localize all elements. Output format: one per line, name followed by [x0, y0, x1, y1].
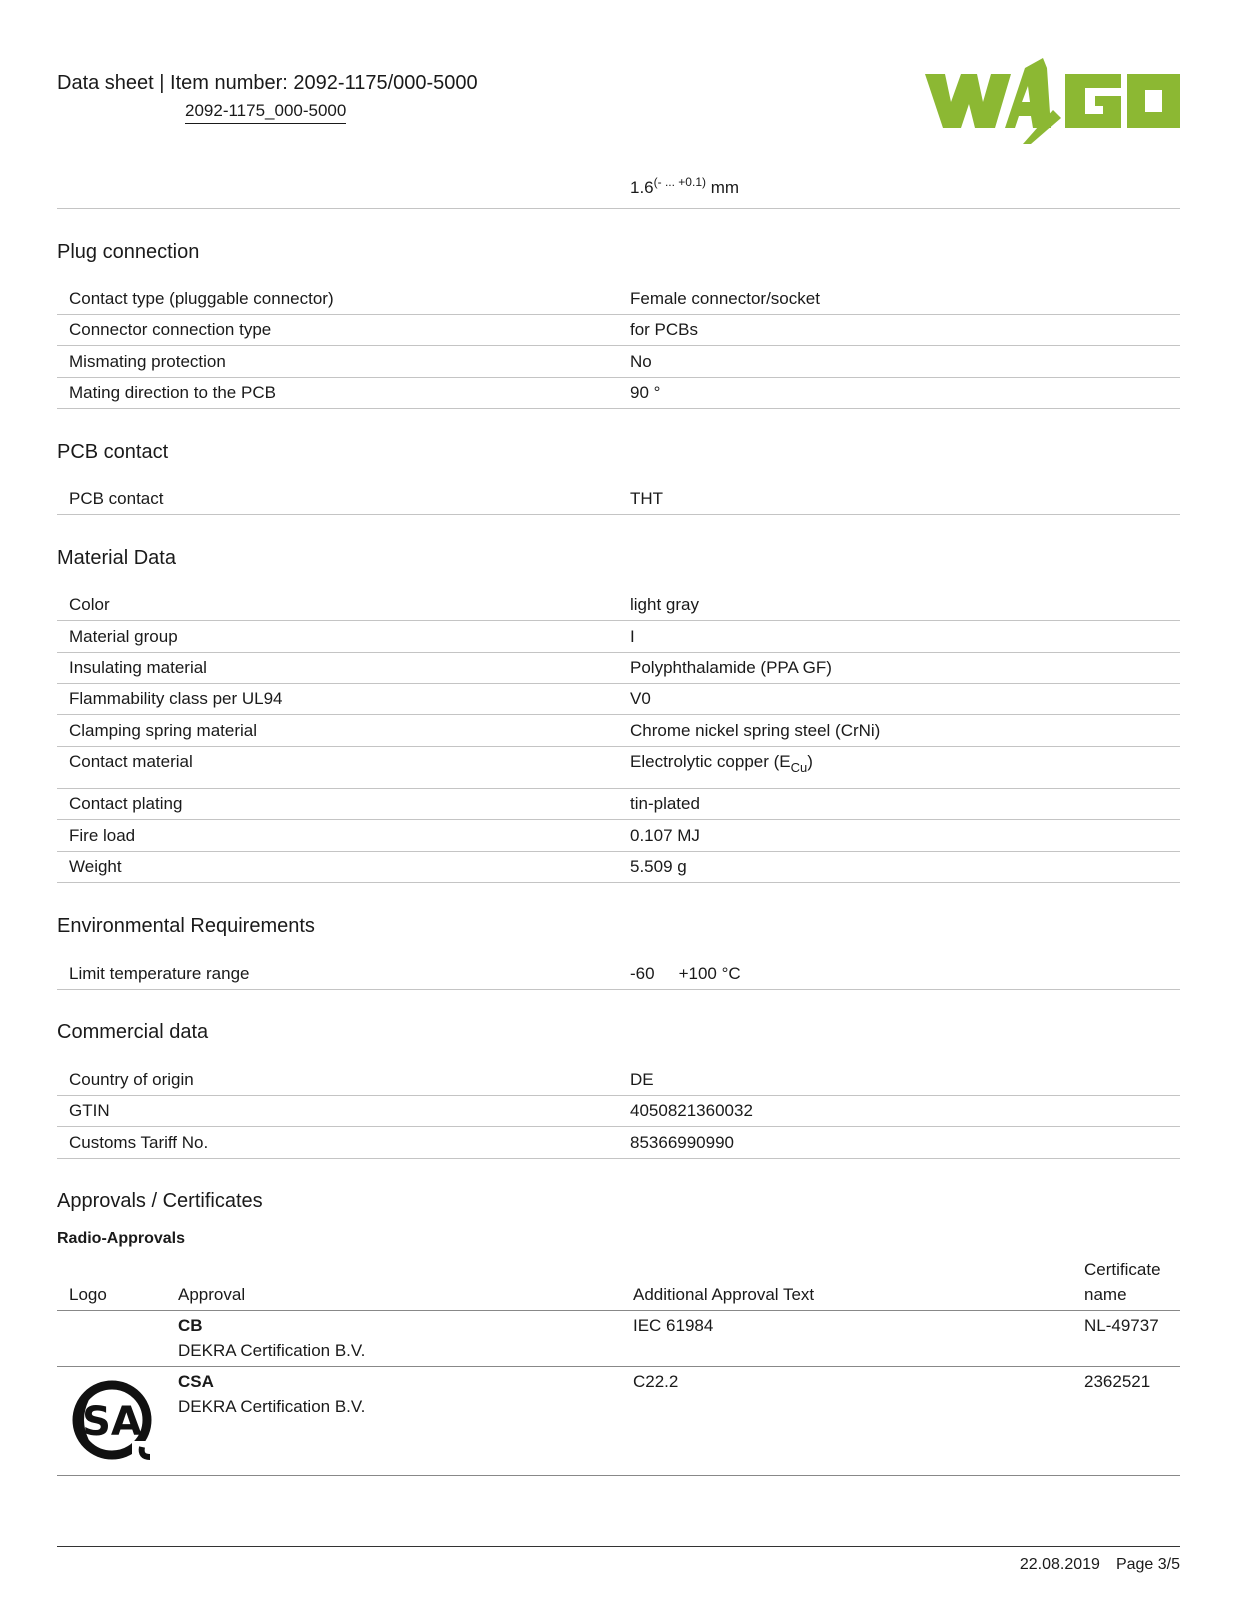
row-value: for PCBs — [630, 320, 699, 339]
row-label: Country of origin — [69, 1070, 194, 1089]
approval-additional-text: IEC 61984 — [633, 1316, 714, 1335]
divider — [57, 1126, 1180, 1127]
row-value: Electrolytic copper $(E_{Cu})$ — [630, 752, 813, 775]
section-title-approvals: Approvals / Certificates — [57, 1190, 263, 1212]
approval-additional-text: C22.2 — [633, 1372, 679, 1391]
divider — [57, 1310, 1180, 1311]
row-value: 4050821360032 — [630, 1101, 753, 1120]
row-value: 5.509 g — [630, 857, 687, 876]
divider — [57, 514, 1180, 515]
row-label: Material group — [69, 627, 178, 646]
row-value: 90 ° — [630, 383, 661, 402]
approval-issuer: DEKRA Certification B.V. — [178, 1397, 366, 1416]
approval-certificate: 2362521 — [1084, 1372, 1151, 1391]
divider — [57, 819, 1180, 820]
row-label: Flammability class per UL94 — [69, 689, 283, 708]
row-value: DE — [630, 1070, 654, 1089]
divider — [57, 788, 1180, 789]
row-value: Polyphthalamide (PPA GF) — [630, 658, 832, 677]
row-label: Contact type (pluggable connector) — [69, 289, 334, 308]
row-label: PCB contact — [69, 489, 164, 508]
row-value: Female connector/socket — [630, 289, 820, 308]
row-label: Insulating material — [69, 658, 207, 677]
row-label: Contact material — [69, 752, 193, 771]
divider — [57, 345, 1180, 346]
divider — [57, 652, 1180, 653]
row-label: Fire load — [69, 826, 136, 845]
divider — [57, 1158, 1180, 1159]
divider — [57, 408, 1180, 409]
row-label: Weight — [69, 857, 122, 876]
footer-divider — [57, 1546, 1180, 1547]
divider — [57, 620, 1180, 621]
row-value: 85366990990 — [630, 1133, 735, 1152]
row-value: V0 — [630, 689, 651, 708]
row-label: Color — [69, 595, 110, 614]
svg-text:SA: SA — [82, 1399, 142, 1445]
row-label: GTIN — [69, 1101, 110, 1120]
footer-date: 22.08.2019 — [1019, 1556, 1100, 1573]
row-label: Connector connection type — [69, 320, 272, 339]
row-value: tin-plated — [630, 794, 700, 813]
footer-page: Page 3/5 — [1115, 1556, 1180, 1573]
row-value: 0.107 MJ — [630, 826, 700, 845]
row-label: Customs Tariff No. — [69, 1133, 209, 1152]
approval-certificate: NL-49737 — [1084, 1316, 1159, 1335]
row-label: Contact plating — [69, 794, 183, 813]
divider — [57, 851, 1180, 852]
subsection-title-radio-approvals: Radio-Approvals — [57, 1230, 186, 1247]
row-value: -60 +100 °C — [630, 964, 741, 983]
col-header-certificate-name: name — [1084, 1285, 1127, 1304]
csa-logo-icon — [72, 1377, 152, 1463]
col-header-approval: Approval — [178, 1285, 246, 1304]
section-title-commercial: Commercial data — [57, 1021, 209, 1043]
row-label: Mismating protection — [69, 352, 226, 371]
row-label: Clamping spring material — [69, 721, 258, 740]
row-value: Chrome nickel spring steel (CrNi) — [630, 721, 881, 740]
divider — [57, 208, 1180, 209]
row-label: Limit temperature range — [69, 964, 250, 983]
item-link[interactable]: 2092-1175_000-5000 — [185, 101, 346, 124]
divider — [57, 746, 1180, 747]
page-title: Data sheet | Item number: 2092-1175/000-5000 — [57, 72, 478, 94]
section-title-material-data: Material Data — [57, 547, 176, 569]
divider — [57, 989, 1180, 990]
row-value: I — [630, 627, 635, 646]
divider — [57, 683, 1180, 684]
approval-issuer: DEKRA Certification B.V. — [178, 1341, 366, 1360]
top-row-value: $1.6^{(- ... +0.1)}$ mm — [630, 175, 740, 197]
row-value: THT — [630, 489, 664, 508]
section-title-environmental: Environmental Requirements — [57, 915, 315, 937]
footer — [1020, 1556, 1180, 1574]
col-header-certificate: Certificate — [1084, 1260, 1161, 1279]
row-value: light gray — [630, 595, 699, 614]
col-header-logo: Logo — [69, 1285, 107, 1304]
divider — [57, 1475, 1180, 1476]
section-title-plug-connection: Plug connection — [57, 241, 200, 263]
row-label: Mating direction to the PCB — [69, 383, 276, 402]
col-header-additional: Additional Approval Text — [633, 1285, 815, 1304]
divider — [57, 377, 1180, 378]
divider — [57, 1366, 1180, 1367]
divider — [57, 882, 1180, 883]
row-value: No — [630, 352, 652, 371]
divider — [57, 1095, 1180, 1096]
approval-name: CB — [178, 1316, 203, 1335]
divider — [57, 314, 1180, 315]
section-title-pcb-contact: PCB contact — [57, 441, 169, 463]
approval-name: CSA — [178, 1372, 214, 1391]
divider — [57, 714, 1180, 715]
wago-logo — [925, 58, 1180, 144]
